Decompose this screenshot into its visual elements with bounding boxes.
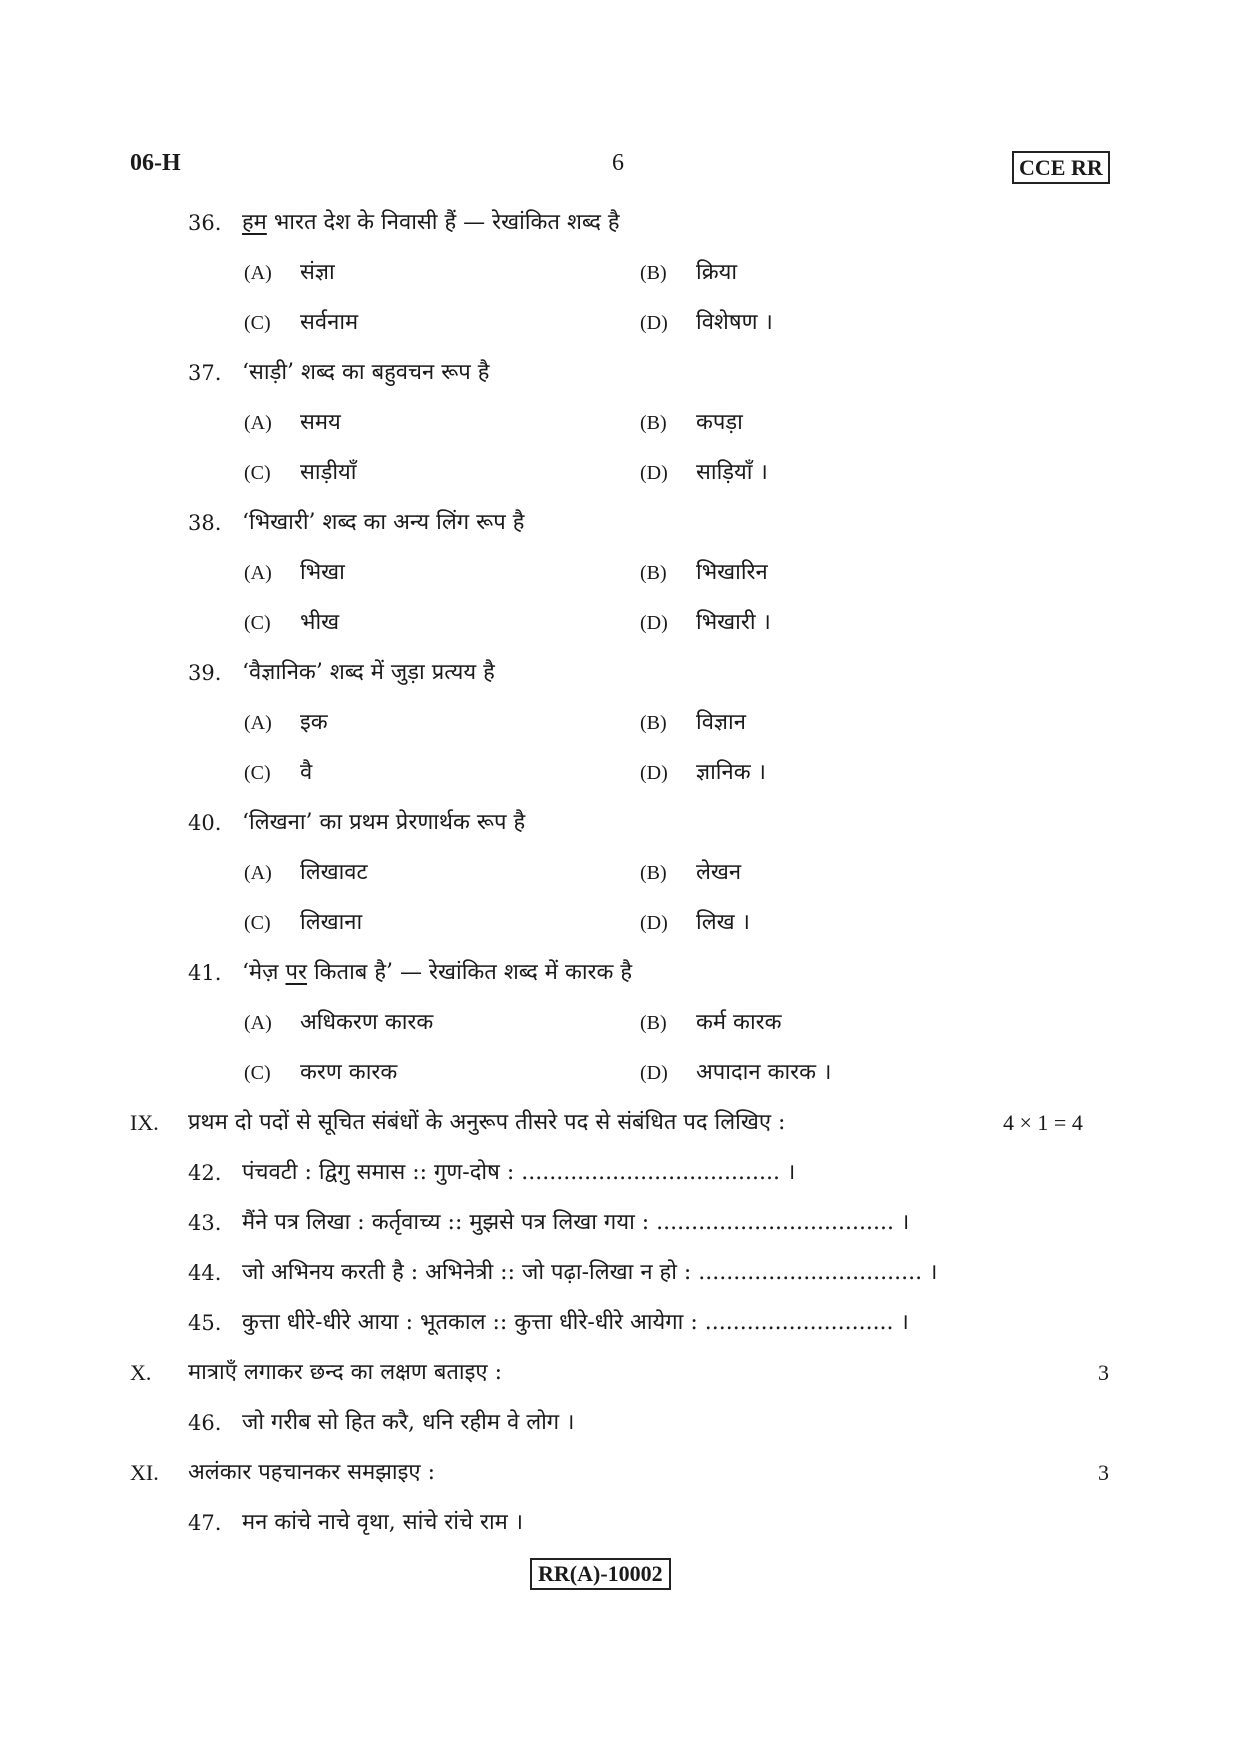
option-text: भिखा xyxy=(300,560,345,585)
option-text: साड़ीयाँ xyxy=(300,460,357,485)
option-text: विज्ञान xyxy=(696,710,746,735)
option-text: भीख xyxy=(300,610,340,635)
option-text: लेखन xyxy=(696,860,742,885)
option-text: साड़ियाँ । xyxy=(696,460,768,485)
option-text: सर्वनाम xyxy=(300,310,359,335)
option-text: वै xyxy=(300,760,313,785)
paper-code: 06-H xyxy=(130,150,181,176)
option-text: करण कारक xyxy=(300,1060,398,1085)
option-text: लिखाना xyxy=(300,910,363,935)
footer-code: RR(A)-10002 xyxy=(530,1558,671,1590)
option-text: विशेषण । xyxy=(696,310,773,335)
option-text: भिखारिन xyxy=(696,560,768,585)
option-text: ज्ञानिक । xyxy=(696,760,766,785)
option-text: संज्ञा xyxy=(300,260,335,285)
section-marks: 3 xyxy=(1098,1460,1109,1485)
option-text: लिखावट xyxy=(300,860,368,885)
option-text: भिखारी । xyxy=(696,610,771,635)
option-text: अपादान कारक । xyxy=(696,1060,832,1085)
section-marks: 3 xyxy=(1098,1360,1109,1385)
option-text: समय xyxy=(300,410,341,435)
page-number: 6 xyxy=(612,150,624,176)
exam-tag: CCE RR xyxy=(1012,151,1110,184)
option-text: अधिकरण कारक xyxy=(300,1010,434,1035)
underlined-word: पर xyxy=(285,960,307,985)
option-text: कपड़ा xyxy=(696,410,743,435)
section-marks: 4 × 1 = 4 xyxy=(1003,1110,1083,1135)
option-text: क्रिया xyxy=(696,260,738,285)
option-text: लिख । xyxy=(696,910,750,935)
option-text: इक xyxy=(300,710,328,735)
option-text: कर्म कारक xyxy=(696,1010,782,1035)
underlined-word: हम xyxy=(242,210,267,235)
